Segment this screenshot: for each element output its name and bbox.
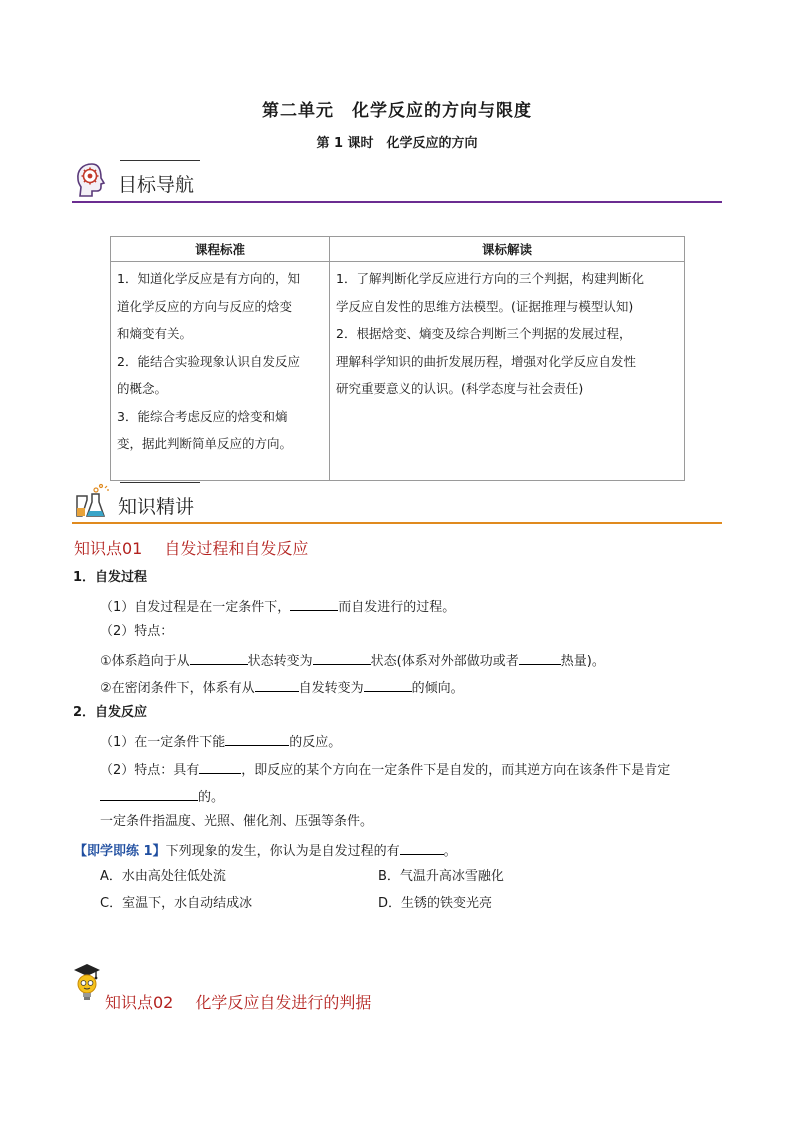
unit-title: 第二单元 化学反应的方向与限度 — [262, 101, 532, 121]
answer-blank — [519, 651, 561, 665]
graduate-bulb-icon — [70, 962, 104, 1006]
standard-line: 1．知道化学反应是有方向的，知 — [117, 271, 300, 286]
interpretation-line: 研究重要意义的认识。(科学态度与社会责任) — [336, 381, 584, 396]
kp1-para-5 — [100, 732, 341, 751]
answer-blank — [400, 841, 444, 855]
text: （1）在一定条件下能 — [100, 735, 226, 750]
table-header-interpretation: 课标解读 — [330, 237, 685, 262]
drill-option-b: B．气温升高冰雪融化 — [378, 869, 504, 884]
standard-line: 变，据此判断简单反应的方向。 — [117, 436, 293, 451]
kp1-note: 一定条件指温度、光照、催化剂、压强等条件。 — [100, 814, 374, 829]
standard-line: 的概念。 — [117, 381, 168, 396]
kp1-para-1 — [100, 597, 455, 616]
text: 。 — [443, 844, 457, 859]
text: 下列现象的发生，你认为是自发过程的有 — [165, 844, 400, 859]
answer-blank — [364, 678, 412, 692]
kp1-title — [74, 536, 308, 559]
text: ，即反应的某个方向在一定条件下是自发的，而其逆方向在该条件下是肯定 — [241, 763, 671, 778]
answer-blank — [225, 732, 289, 746]
kp2-number: 知识点02 — [105, 993, 174, 1012]
header-decoration-line — [120, 160, 200, 161]
interpretation-line: 1．了解判断化学反应进行方向的三个判据，构建判断化 — [336, 271, 644, 286]
section-knowledge-label: 知识精讲 — [118, 496, 195, 518]
text: 的。 — [198, 790, 225, 805]
answer-blank — [290, 597, 338, 611]
answer-blank — [100, 787, 198, 801]
answer-blank — [199, 760, 241, 774]
interpretation-cell — [330, 262, 685, 481]
kp1-subheading-1: 1．自发过程 — [73, 570, 148, 585]
standard-line: 3．能综合考虑反应的焓变和熵 — [117, 408, 288, 424]
flask-icon — [72, 482, 112, 522]
brain-gear-icon — [72, 160, 112, 200]
text: 热量)。 — [560, 654, 605, 669]
text: 自发转变为 — [298, 681, 364, 696]
interpretation-line: 2．根据焓变、熵变及综合判断三个判据的发展过程， — [336, 326, 632, 341]
drill-option-d: D．生锈的铁变光亮 — [378, 896, 493, 911]
answer-blank — [255, 678, 299, 692]
answer-blank — [313, 651, 371, 665]
text: 而自发进行的过程。 — [338, 600, 456, 615]
kp1-para-3 — [100, 651, 605, 670]
kp1-para-6 — [100, 760, 670, 779]
section-goals-rule — [72, 201, 722, 203]
drill-1-stem — [74, 841, 457, 860]
section-goals-label: 目标导航 — [118, 174, 195, 196]
text: ②在密闭条件下，体系有从 — [100, 681, 255, 696]
interpretation-line: 学反应自发性的思维方法模型。(证据推理与模型认知) — [336, 298, 634, 314]
lesson-title: 第 1 课时 化学反应的方向 — [316, 136, 478, 151]
kp1-para-7 — [100, 787, 224, 806]
standards-table — [110, 236, 685, 481]
text: 的反应。 — [289, 735, 342, 750]
standard-line: 和熵变有关。 — [117, 326, 193, 341]
kp1-para-2: （2）特点： — [100, 624, 174, 639]
text: 状态(体系对外部做功或者 — [370, 654, 519, 669]
drill-option-c: C．室温下，水自动结成冰 — [100, 896, 253, 911]
drill-option-a: A．水由高处往低处流 — [100, 869, 226, 884]
text: （1）自发过程是在一定条件下， — [100, 600, 291, 615]
interpretation-line: 理解科学知识的曲折发展历程，增强对化学反应自发性 — [336, 353, 637, 369]
kp1-subheading-2: 2．自发反应 — [73, 705, 148, 720]
kp1-para-4 — [100, 678, 464, 697]
kp1-number: 知识点01 — [74, 539, 143, 558]
standard-line: 2．能结合实验现象认识自发反应 — [117, 353, 300, 369]
section-goals-header — [72, 160, 722, 203]
standard-line: 道化学反应的方向与反应的焓变 — [117, 298, 293, 314]
drill-tag: 【即学即练 1】 — [74, 844, 166, 859]
text: 的倾向。 — [411, 681, 464, 696]
section-knowledge-header — [72, 482, 722, 524]
text: ①体系趋向于从 — [100, 654, 190, 669]
header-decoration-line — [120, 482, 200, 483]
kp1-heading: 自发过程和自发反应 — [164, 539, 309, 558]
kp2-heading: 化学反应自发进行的判据 — [195, 993, 372, 1012]
answer-blank — [190, 651, 248, 665]
text: （2）特点：具有 — [100, 763, 200, 778]
section-knowledge-rule — [72, 522, 722, 524]
standard-cell — [111, 262, 330, 481]
text: 状态转变为 — [247, 654, 313, 669]
table-header-standard: 课程标准 — [111, 237, 330, 262]
kp2-title — [105, 990, 371, 1013]
